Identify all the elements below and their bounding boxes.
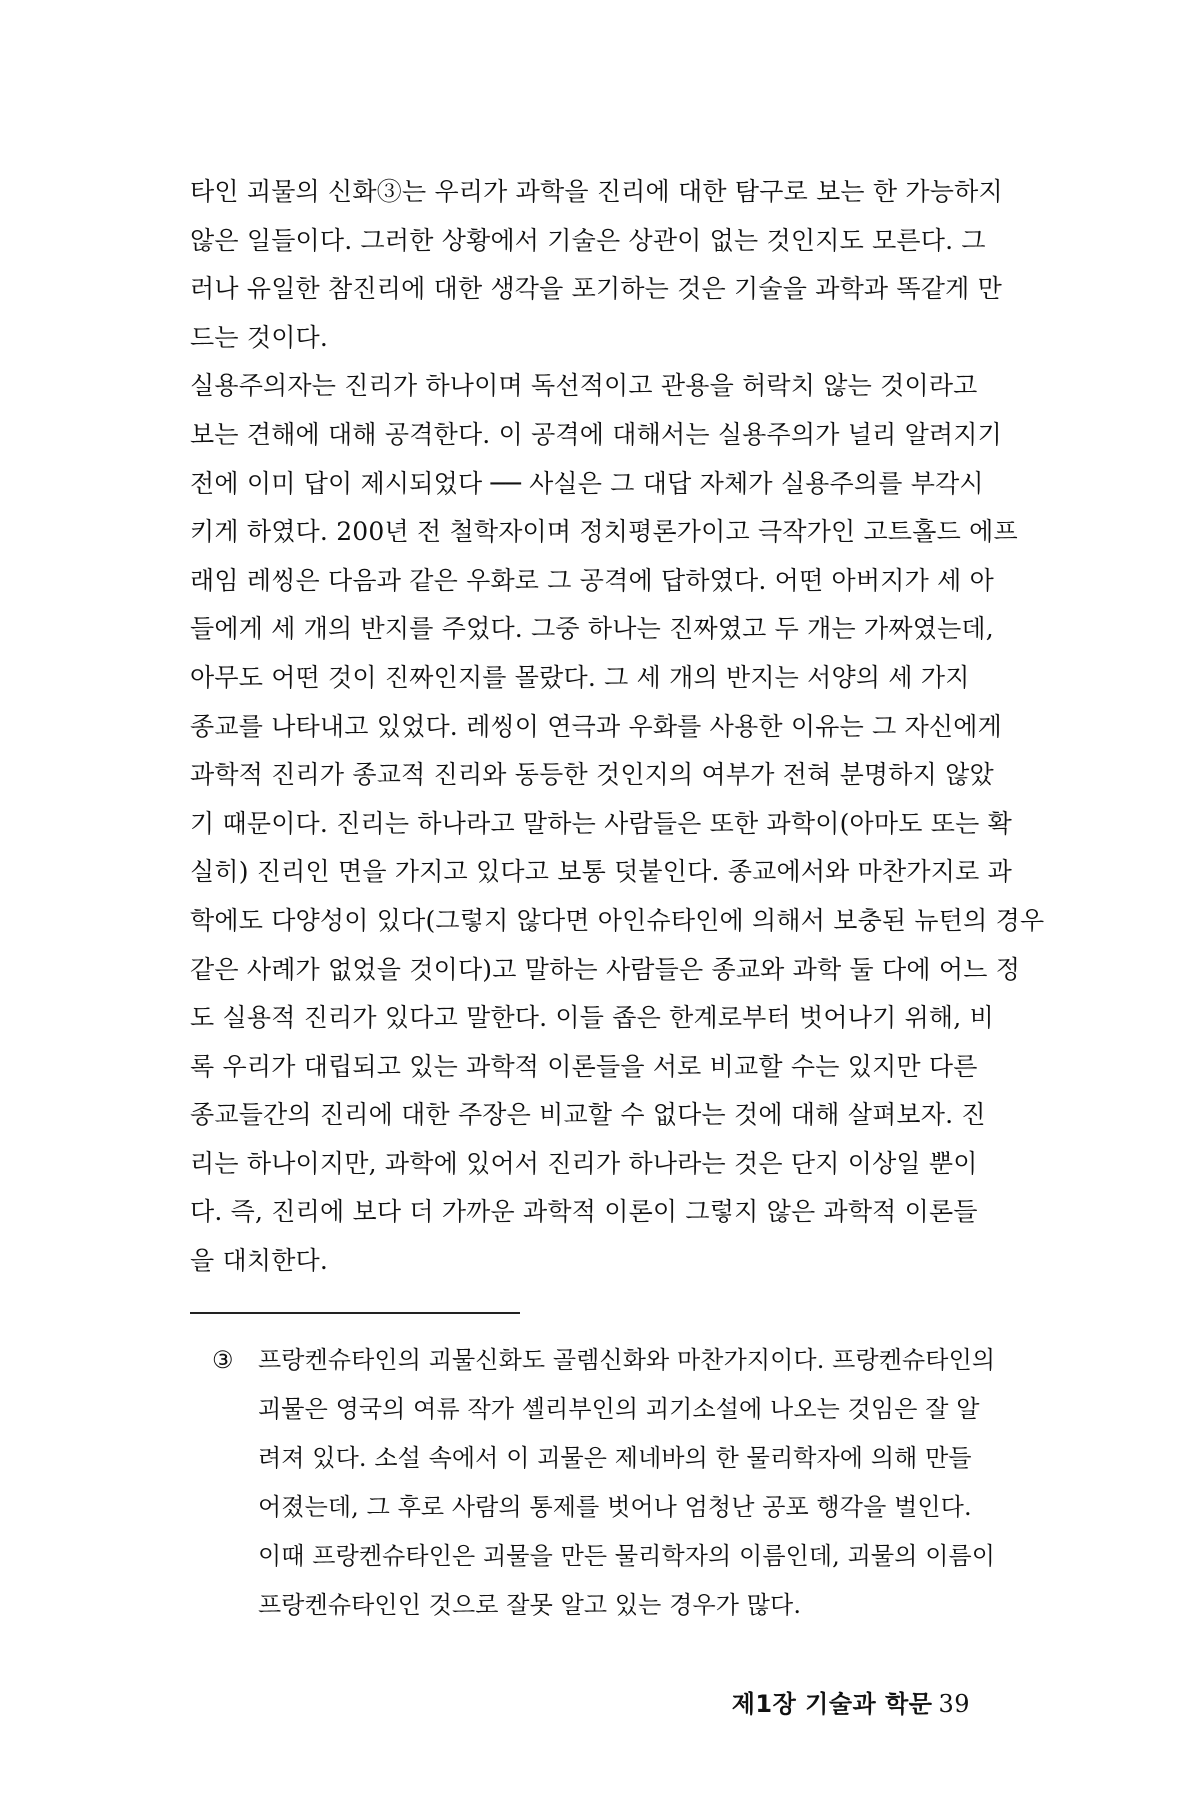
body-line: 전에 이미 답이 제시되었다 ── 사실은 그 대답 자체가 실용주의를 부각시 xyxy=(190,468,984,498)
footnote xyxy=(212,1336,1020,1630)
footnote-text: 이때 프랑켄슈타인은 괴물을 만든 물리학자의 이름인데, 괴물의 이름이 xyxy=(258,1542,996,1570)
body-line: 과학적 진리가 종교적 진리와 동등한 것인지의 여부가 전혀 분명하지 않았 xyxy=(190,760,994,790)
page-number: 39 xyxy=(938,1690,970,1718)
body-line: 러나 유일한 참진리에 대한 생각을 포기하는 것은 기술을 과학과 똑같게 만 xyxy=(190,274,1002,304)
body-line: 도 실용적 진리가 있다고 말한다. 이들 좁은 한계로부터 벗어나기 위해, 비 xyxy=(190,1003,994,1033)
running-footer xyxy=(732,1684,970,1719)
footnote-line xyxy=(212,1581,1020,1630)
body-line: 다. 즉, 진리에 보다 더 가까운 과학적 이론이 그렇지 않은 과학적 이론들 xyxy=(190,1197,978,1227)
body-line: 타인 괴물의 신화③는 우리가 과학을 진리에 대한 탐구로 보는 한 가능하지 xyxy=(190,177,1003,206)
footnote-line xyxy=(212,1532,1020,1581)
body-line: 실용주의자는 진리가 하나이며 독선적이고 관용을 허락치 않는 것이라고 xyxy=(190,371,978,401)
body-line: 보는 견해에 대해 공격한다. 이 공격에 대해서는 실용주의가 널리 알려지기 xyxy=(190,419,1002,449)
footnote-divider xyxy=(190,1312,520,1314)
body-line: 리는 하나이지만, 과학에 있어서 진리가 하나라는 것은 단지 이상일 뿐이 xyxy=(190,1148,978,1178)
body-line: 아무도 어떤 것이 진짜인지를 몰랐다. 그 세 개의 반지는 서양의 세 가지 xyxy=(190,662,970,692)
footnote-text: 어졌는데, 그 후로 사람의 통제를 벗어나 엄청난 공포 행각을 벌인다. xyxy=(258,1493,972,1521)
footnote-line xyxy=(212,1336,1020,1385)
body-line: 들에게 세 개의 반지를 주었다. 그중 하나는 진짜였고 두 개는 가짜였는데, xyxy=(190,614,994,644)
body-line: 래임 레씽은 다음과 같은 우화로 그 공격에 답하였다. 어떤 아버지가 세 아 xyxy=(190,565,994,595)
body-line: 실히) 진리인 면을 가지고 있다고 보통 덧붙인다. 종교에서와 마찬가지로 과 xyxy=(190,857,1012,887)
body-line: 학에도 다양성이 있다(그렇지 않다면 아인슈타인에 의해서 보충된 뉴턴의 경우 xyxy=(190,905,1045,935)
body-line: 키게 하였다. 200년 전 철학자이며 정치평론가이고 극작가인 고트홀드 에프 xyxy=(190,517,1018,547)
body-line: 같은 사례가 없었을 것이다)고 말하는 사람들은 종교와 과학 둘 다에 어느 정 xyxy=(190,954,1021,984)
body-line: 을 대치한다. xyxy=(190,1246,329,1276)
footnote-text: 프랑켄슈타인인 것으로 잘못 알고 있는 경우가 많다. xyxy=(258,1591,802,1619)
body-line: 않은 일들이다. 그러한 상황에서 기술은 상관이 없는 것인지도 모른다. 그 xyxy=(190,225,986,255)
footnote-text: 괴물은 영국의 여류 작가 셸리부인의 괴기소설에 나오는 것임은 잘 알 xyxy=(258,1395,980,1423)
body-text xyxy=(190,168,1045,1286)
body-line: 록 우리가 대립되고 있는 과학적 이론들을 서로 비교할 수는 있지만 다른 xyxy=(190,1051,978,1081)
footnote-text: 려져 있다. 소설 속에서 이 괴물은 제네바의 한 물리학자에 의해 만들 xyxy=(258,1444,972,1472)
footnote-line xyxy=(212,1385,1020,1434)
footnote-line xyxy=(212,1483,1020,1532)
body-line: 기 때문이다. 진리는 하나라고 말하는 사람들은 또한 과학이(아마도 또는 확 xyxy=(190,808,1012,838)
body-line: 종교를 나타내고 있었다. 레씽이 연극과 우화를 사용한 이유는 그 자신에게 xyxy=(190,711,1002,741)
chapter-title: 제1장 기술과 학문 xyxy=(731,1690,933,1718)
footnote-line xyxy=(212,1434,1020,1483)
body-line: 종교들간의 진리에 대한 주장은 비교할 수 없다는 것에 대해 살펴보자. 진 xyxy=(190,1100,986,1130)
footnote-marker: ③ xyxy=(212,1346,234,1374)
footnote-text: 프랑켄슈타인의 괴물신화도 골렘신화와 마찬가지이다. 프랑켄슈타인의 xyxy=(258,1346,996,1374)
body-line: 드는 것이다. xyxy=(190,322,329,352)
